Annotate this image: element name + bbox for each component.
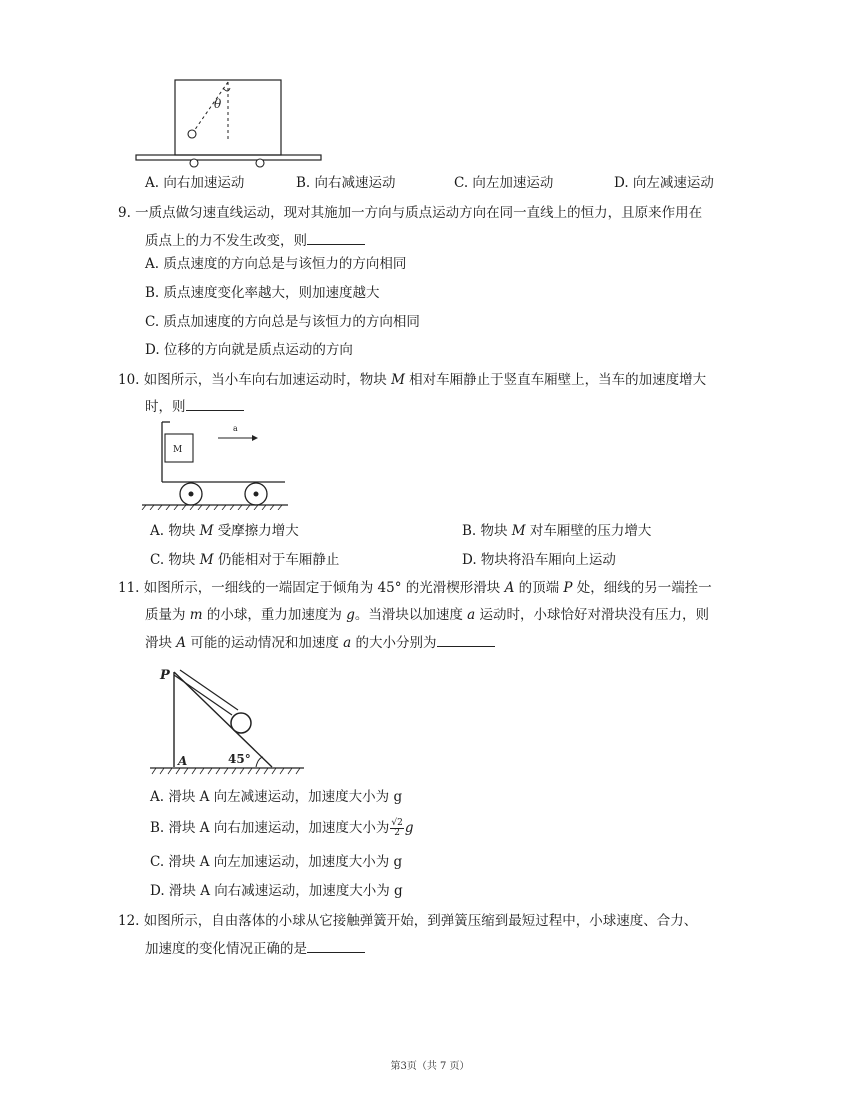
block-m-label: M <box>173 445 183 455</box>
q10-option-a: A. 物块 M 受摩擦力增大 <box>150 523 299 539</box>
q11-stem-line3: 滑块 A 可能的运动情况和加速度 a 的大小分别为 <box>145 632 495 653</box>
q10-stem-line2: 时，则 <box>145 396 244 417</box>
fraction-root2-over-2: $\frac{√2}{2}$ <box>391 818 403 838</box>
acceleration-label: a <box>233 424 238 433</box>
q12-stem-line1: 12. 如图所示，自由落体的小球从它接触弹簧开始，到弹簧压缩到最短过程中，小球速度、合力、 <box>118 913 698 929</box>
q12-stem-line2: 加速度的变化情况正确的是 <box>145 938 365 959</box>
answer-blank <box>437 632 495 647</box>
answer-blank <box>307 938 365 953</box>
q9-option-d: D. 位移的方向就是质点运动的方向 <box>145 342 353 358</box>
answer-blank <box>186 396 244 411</box>
q8-option-b: B. 向右减速运动 <box>296 175 396 191</box>
point-p-label: P <box>160 668 170 683</box>
q9-stem-line1: 9. 一质点做匀速直线运动，现对其施加一方向与质点运动方向在同一直线上的恒力，且原来作用在 <box>118 205 703 221</box>
figure-wedge-ball <box>148 660 308 778</box>
q11-option-d: D. 滑块 A 向右减速运动，加速度大小为 g <box>150 883 403 899</box>
answer-blank <box>307 230 365 245</box>
figure-cart-block <box>140 418 290 510</box>
q9-option-b: B. 质点速度变化率越大，则加速度越大 <box>145 285 380 301</box>
q9-option-c: C. 质点加速度的方向总是与该恒力的方向相同 <box>145 314 420 330</box>
point-a-label: A <box>178 754 188 768</box>
q9-stem-line2: 质点上的力不发生改变，则 <box>145 230 365 251</box>
q11-option-b: B. 滑块 A 向右加速运动，加速度大小为 $\frac{√2}{2}$ g <box>150 818 414 838</box>
q11-option-a: A. 滑块 A 向左减速运动，加速度大小为 g <box>150 789 403 805</box>
q9-option-a: A. 质点速度的方向总是与该恒力的方向相同 <box>145 256 407 272</box>
q10-option-d: D. 物块将沿车厢向上运动 <box>462 552 616 568</box>
angle-label: 45° <box>228 752 251 766</box>
q8-option-c: C. 向左加速运动 <box>454 175 554 191</box>
page-footer: 第3页（共 7 页） <box>390 1061 470 1072</box>
q10-option-c: C. 物块 M 仍能相对于车厢静止 <box>150 552 340 568</box>
q10-option-b: B. 物块 M 对车厢壁的压力增大 <box>462 523 652 539</box>
q10-stem-line1: 10. 如图所示，当小车向右加速运动时，物块 M 相对车厢静止于竖直车厢壁上，当车的加速度增大 <box>118 372 707 388</box>
q11-stem-line2: 质量为 m 的小球，重力加速度为 g。当滑块以加速度 a 运动时，小球恰好对滑块没有压力，则 <box>145 607 710 623</box>
q11-stem-line1: 11. 如图所示，一细线的一端固定于倾角为 45° 的光滑楔形滑块 A 的顶端 P 处，细线的另一端拴一 <box>118 580 712 596</box>
q8-option-d: D. 向左减速运动 <box>614 175 714 191</box>
theta-label: θ <box>214 97 222 111</box>
q11-option-c: C. 滑块 A 向左加速运动，加速度大小为 g <box>150 854 403 870</box>
q8-option-a: A. 向右加速运动 <box>145 175 245 191</box>
figure-pendulum-cart <box>130 74 330 170</box>
